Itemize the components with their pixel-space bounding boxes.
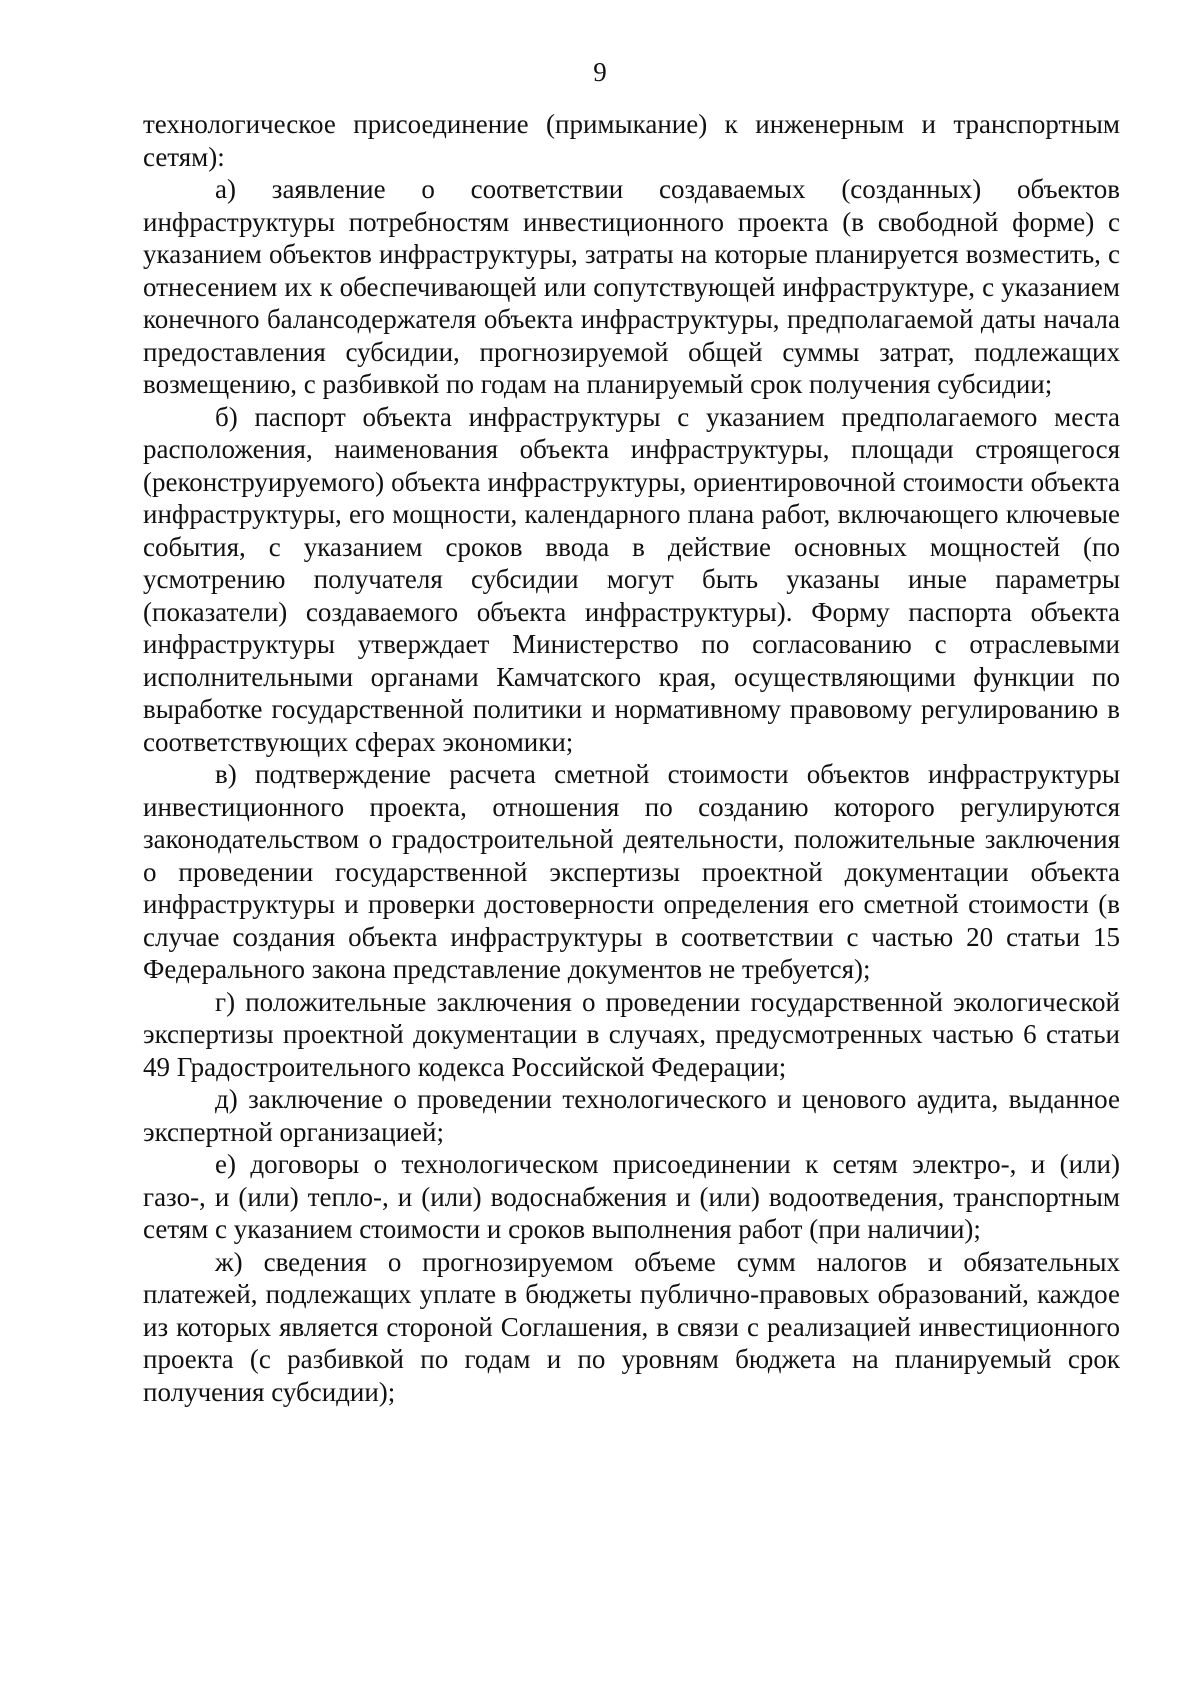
page-number: 9 — [593, 57, 607, 87]
list-item-g: г) положительные заключения о проведении государственной экологической экспертизы проектной документации в случаях, предусмотренных частью 6 статьи 49 Градостроительного кодекса Российской Федерации; — [143, 986, 1120, 1082]
intro-paragraph: технологическое присоединение (примыкание) к инженерным и транспортным сетям): — [143, 109, 1120, 172]
list-item-e: е) договоры о технологическом присоединении к сетям электро-, и (или) газо-, и (или) тепло-, и (или) водоснабжения и (или) водоотведения, транспортным сетям с указанием стоимости и сроков выполнения работ (при наличии); — [143, 1149, 1120, 1244]
list-item-zh: ж) сведения о прогнозируемом объеме сумм налогов и обязательных платежей, подлежащих уплате в бюджеты публично-правовых образований, каждое из которых является стороной Соглашения, в связи с реализацией инвестиционного проекта (с разбивкой по годам и по уровням бюджета на планируемый срок получения субсидии); — [143, 1246, 1120, 1407]
list-item-a: а) заявление о соответствии создаваемых (созданных) объектов инфраструктуры потребностям инвестиционного проекта (в свободной форме) с указанием объектов инфраструктуры, затраты на которые планируется возместить, с отнесением их к обеспечивающей или сопутствующей инфраструктуре, с указанием конечного балансодержателя объекта инфраструктуры, предполагаемой даты начала предоставления субсидии, прогнозируемой общей суммы затрат, подлежащих возмещению, с разбивкой по годам на планируемый срок получения субсидии; — [143, 174, 1120, 399]
list-item-v: в) подтверждение расчета сметной стоимости объектов инфраструктуры инвестиционного проекта, отношения по созданию которого регулируются законодательством о градостроительной деятельности, положительные заключения о проведении государственной экспертизы проектной документации объекта инфраструктуры и проверки достоверности определения его сметной стоимости (в случае создания объекта инфраструктуры в соответствии с частью 20 статьи 15 Федерального закона представление документов не требуется); — [143, 759, 1120, 984]
document-body — [143, 108, 1120, 1408]
list-item-d: д) заключение о проведении технологического и ценового аудита, выданное экспертной организацией; — [143, 1084, 1120, 1147]
list-item-b: б) паспорт объекта инфраструктуры с указанием предполагаемого места расположения, наименования объекта инфраструктуры, площади строящегося (реконструируемого) объекта инфраструктуры, ориентировочной стоимости объекта инфраструктуры, его мощности, календарного плана работ, включающего ключевые события, с указанием сроков ввода в действие основных мощностей (по усмотрению получателя субсидии могут быть указаны иные параметры (показатели) создаваемого объекта инфраструктуры). Форму паспорта объекта инфраструктуры утверждает Министерство по согласованию с отраслевыми исполнительными органами Камчатского края, осуществляющими функции по выработке государственной политики и нормативному правовому регулированию в соответствующих сферах экономики; — [143, 401, 1120, 757]
